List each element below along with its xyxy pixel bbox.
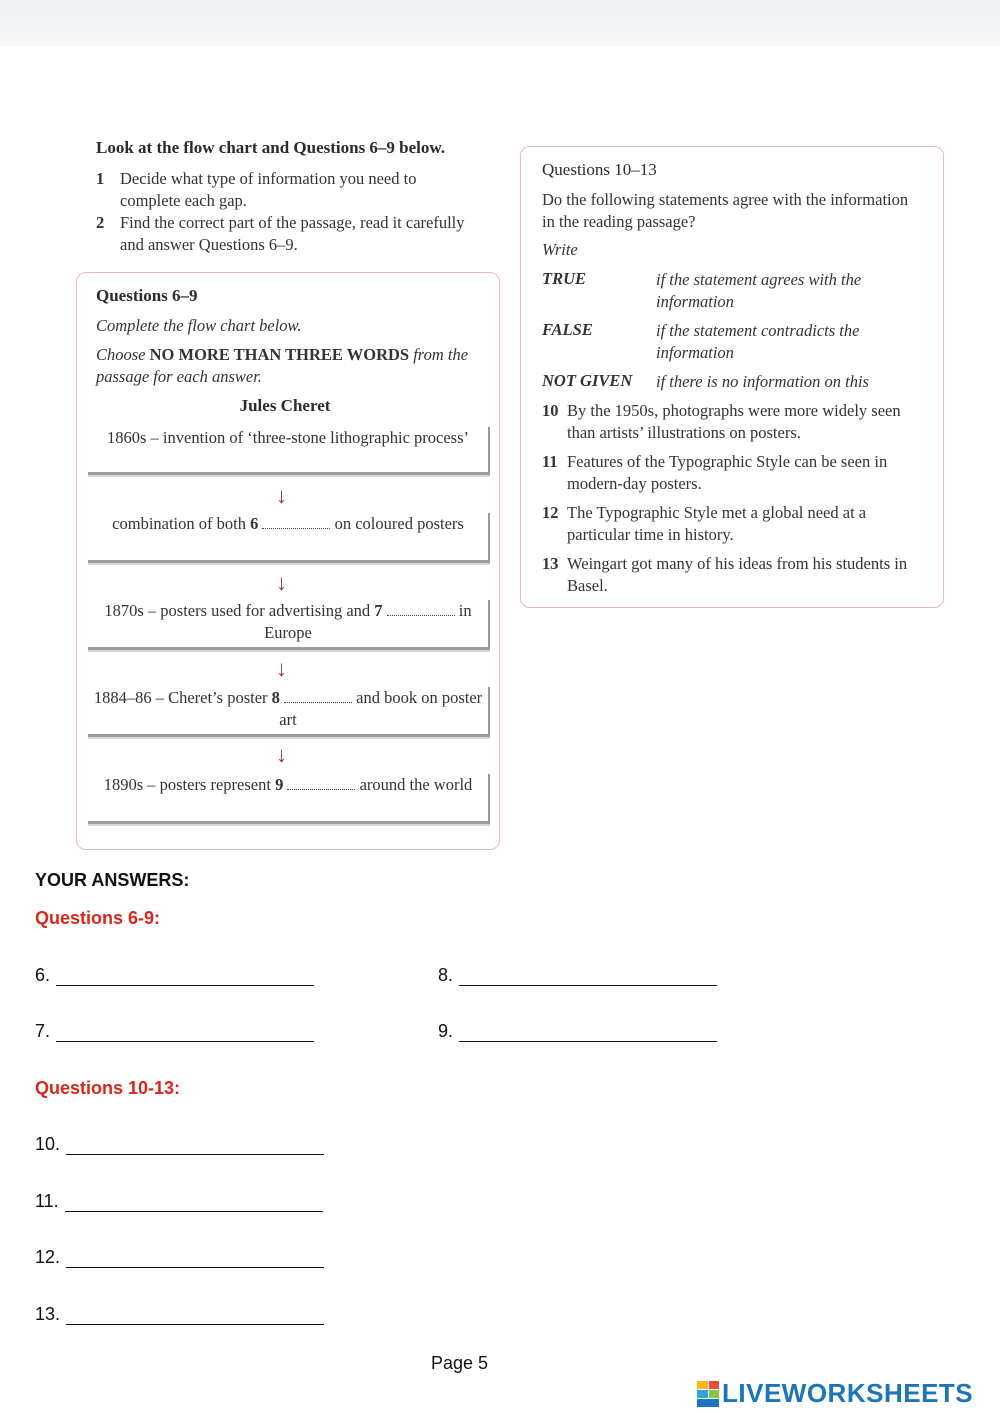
flow-box-text: and book on poster art — [279, 688, 483, 729]
statement-11 — [542, 451, 932, 495]
answer-gap — [387, 604, 455, 616]
answer-label: 11. — [35, 1191, 59, 1211]
answer-8-input[interactable] — [459, 968, 717, 986]
questions-10-13-title: Questions 10–13 — [542, 160, 657, 179]
statement-number: 13 — [542, 554, 559, 573]
answer-10 — [35, 1134, 324, 1155]
option-label-true: TRUE — [542, 269, 587, 288]
down-arrow-icon: ↓ — [276, 656, 287, 681]
answer-label: 7. — [35, 1021, 51, 1041]
questions-10-13-instruction: Do the following statements agree with the information in the reading passage? — [542, 190, 909, 231]
statement-text: The Typographic Style met a global need at a particular time in history. — [567, 503, 867, 544]
step-text: Find the correct part of the passage, read it carefully and answer Questions 6–9. — [120, 213, 465, 254]
questions-6-9-title: Questions 6–9 — [96, 286, 198, 305]
statement-text: Weingart got many of his ideas from his students in Basel. — [567, 554, 908, 595]
answer-13-input[interactable] — [66, 1307, 324, 1325]
answer-6 — [35, 965, 314, 986]
answer-7 — [35, 1021, 314, 1042]
word-limit-instruction — [96, 344, 476, 388]
option-desc-not-given: if there is no information on this — [656, 372, 869, 391]
answer-10-input[interactable] — [66, 1137, 324, 1155]
answer-label: 6. — [35, 965, 51, 985]
flow-box-3 — [88, 600, 490, 650]
flow-box-5 — [88, 774, 490, 824]
intro-step-2 — [96, 212, 476, 256]
answer-8 — [438, 965, 717, 986]
answer-label: 10. — [35, 1134, 61, 1154]
answer-9 — [438, 1021, 717, 1042]
statement-number: 10 — [542, 401, 559, 420]
instruction-pre: Choose — [96, 345, 150, 364]
answer-label: 9. — [438, 1021, 454, 1041]
flow-box-text: 1884–86 – Cheret’s poster — [93, 688, 272, 707]
flow-box-text: in Europe — [264, 601, 472, 642]
flowchart-instruction: Complete the flow chart below. — [96, 316, 302, 335]
intro-step-1 — [96, 168, 476, 212]
answer-label: 8. — [438, 965, 454, 985]
answer-12 — [35, 1247, 324, 1268]
flow-box-text: combination of both — [112, 514, 251, 533]
gap-number: 7 — [374, 601, 383, 620]
step-number: 2 — [96, 213, 105, 232]
statement-number: 12 — [542, 503, 559, 522]
scan-top-band — [0, 0, 1000, 46]
answer-gap — [284, 691, 352, 703]
answer-11-input[interactable] — [65, 1194, 323, 1212]
flow-box-text: 1870s – posters used for advertising and — [104, 601, 375, 620]
option-desc-false: if the statement contradicts the information — [656, 321, 860, 362]
answer-13 — [35, 1304, 324, 1325]
answer-9-input[interactable] — [459, 1024, 717, 1042]
liveworksheets-logo[interactable] — [697, 1378, 973, 1409]
option-label-not-given: NOT GIVEN — [542, 371, 633, 390]
statement-number: 11 — [542, 452, 558, 471]
answer-7-input[interactable] — [56, 1024, 314, 1042]
down-arrow-icon: ↓ — [276, 742, 287, 767]
gap-number: 6 — [250, 514, 259, 533]
answers-section-6-9: Questions 6-9: — [35, 908, 161, 928]
logo-text: LIVEWORKSHEETS — [722, 1378, 974, 1408]
answer-label: 12. — [35, 1247, 61, 1267]
answer-gap — [287, 778, 355, 790]
flow-box-2 — [88, 513, 490, 563]
step-number: 1 — [96, 169, 105, 188]
intro-heading: Look at the flow chart and Questions 6–9 below. — [96, 138, 445, 157]
flow-box-text: on coloured posters — [330, 514, 464, 533]
flow-box-text: 1860s – invention of ‘three-stone lithographic process’ — [107, 428, 469, 447]
statement-text: Features of the Typographic Style can be seen in modern-day posters. — [567, 452, 888, 493]
option-desc-true: if the statement agrees with the information — [656, 270, 862, 311]
write-label: Write — [542, 240, 578, 259]
instruction-bold: NO MORE THAN THREE WORDS — [149, 345, 410, 364]
answer-label: 13. — [35, 1304, 61, 1324]
flow-box-4 — [88, 687, 490, 737]
step-text: Decide what type of information you need to complete each gap. — [120, 169, 417, 210]
page-number: Page 5 — [431, 1353, 489, 1373]
answer-6-input[interactable] — [56, 968, 314, 986]
flow-box-text: 1890s – posters represent — [103, 775, 276, 794]
answer-gap — [262, 517, 330, 529]
answers-section-10-13: Questions 10-13: — [35, 1078, 181, 1098]
down-arrow-icon: ↓ — [276, 570, 287, 595]
option-label-false: FALSE — [542, 320, 593, 339]
statement-12 — [542, 502, 932, 546]
gap-number: 9 — [275, 775, 284, 794]
answer-12-input[interactable] — [66, 1250, 324, 1268]
flowchart-title: Jules Cheret — [239, 396, 331, 415]
answer-11 — [35, 1191, 323, 1212]
flow-box-1 — [88, 427, 490, 475]
statement-13 — [542, 553, 932, 597]
gap-number: 8 — [271, 688, 280, 707]
instruction-post: from the passage for each answer. — [96, 345, 469, 386]
down-arrow-icon: ↓ — [276, 483, 287, 508]
liveworksheets-logo-icon — [697, 1381, 719, 1407]
statement-10 — [542, 400, 932, 444]
statement-text: By the 1950s, photographs were more widely seen than artists’ illustrations on posters. — [567, 401, 901, 442]
your-answers-title: YOUR ANSWERS: — [35, 870, 190, 890]
flow-box-text: around the world — [355, 775, 473, 794]
